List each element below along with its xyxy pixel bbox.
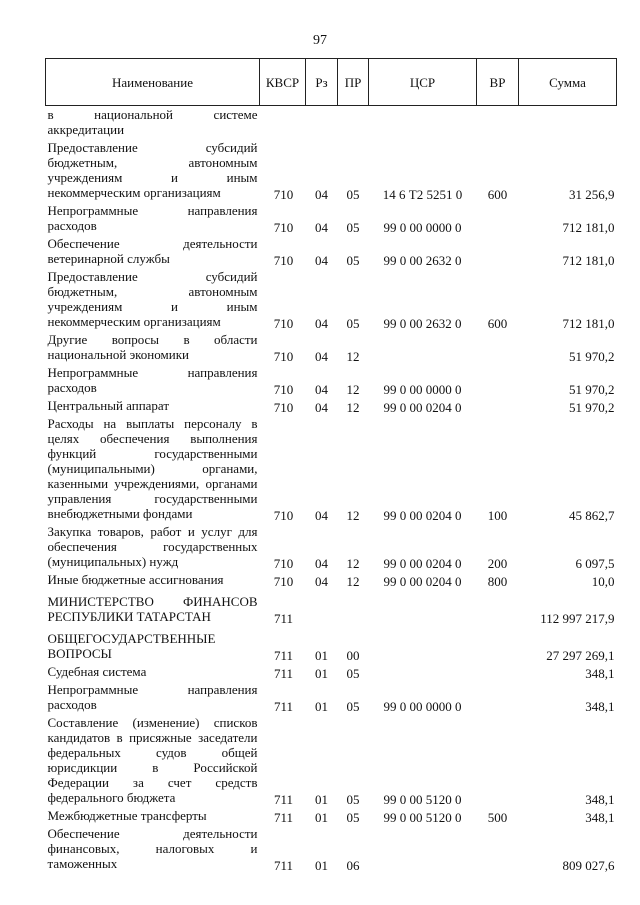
cell-name: Составление (изменение) списков кандидатов в присяжные заседатели федеральных судов общей юрисдикции в Российской Федерации за счет средств федерального бюджета	[47, 715, 258, 805]
cell-pr: 05	[346, 316, 360, 331]
table-row	[46, 331, 617, 364]
cell-name: Другие вопросы в области национальной экономики	[47, 332, 258, 362]
cell-pr: 12	[346, 556, 360, 571]
cell-csr: 99 0 00 2632 0	[383, 253, 462, 268]
cell-csr	[369, 331, 477, 364]
cell-name: Судебная система	[47, 664, 147, 679]
table-row	[46, 235, 617, 268]
cell-name: Обеспечение деятельности ветеринарной службы	[47, 236, 258, 266]
cell-csr	[369, 106, 477, 140]
cell-sum	[519, 106, 617, 140]
cell-pr	[338, 106, 369, 140]
cell-name: МИНИСТЕРСТВО ФИНАНСОВ РЕСПУБЛИКИ ТАТАРСТАН	[47, 594, 258, 624]
cell-sum: 45 862,7	[569, 508, 615, 523]
table-row	[46, 807, 617, 825]
cell-kvsr: 711	[273, 611, 294, 626]
cell-pr: 05	[346, 810, 360, 825]
cell-sum: 27 297 269,1	[546, 648, 615, 663]
cell-rz: 01	[315, 648, 328, 663]
table-row	[46, 415, 617, 523]
cell-rz: 04	[315, 574, 328, 589]
cell-rz: 04	[315, 220, 328, 235]
cell-vr	[477, 364, 519, 397]
cell-csr: 99 0 00 2632 0	[383, 316, 462, 331]
cell-pr: 05	[346, 792, 360, 807]
cell-sum: 51 970,2	[569, 349, 615, 364]
cell-vr: 600	[487, 316, 508, 331]
cell-pr: 05	[346, 666, 360, 681]
table-row	[46, 714, 617, 807]
cell-sum: 51 970,2	[569, 400, 615, 415]
header-rz: Рз	[306, 59, 338, 106]
cell-pr: 12	[346, 400, 360, 415]
cell-pr: 12	[346, 508, 360, 523]
cell-csr: 14 6 Т2 5251 0	[382, 187, 463, 202]
cell-name: Иные бюджетные ассигнования	[47, 572, 224, 587]
cell-sum: 112 997 217,9	[540, 611, 615, 626]
cell-csr	[369, 626, 477, 663]
cell-kvsr: 710	[273, 220, 294, 235]
table-row	[46, 589, 617, 626]
cell-pr: 05	[346, 187, 360, 202]
cell-sum: 712 181,0	[562, 253, 615, 268]
cell-csr: 99 0 00 0000 0	[383, 382, 462, 397]
header-name: Наименование	[46, 59, 260, 106]
table-row	[46, 681, 617, 714]
cell-csr	[369, 663, 477, 681]
header-vr: ВР	[477, 59, 519, 106]
cell-kvsr: 710	[273, 574, 294, 589]
cell-sum: 809 027,6	[562, 858, 615, 873]
cell-pr: 12	[346, 574, 360, 589]
cell-pr	[338, 589, 369, 626]
cell-rz: 04	[315, 400, 328, 415]
cell-sum: 712 181,0	[562, 220, 615, 235]
cell-sum: 6 097,5	[575, 556, 615, 571]
cell-rz: 01	[315, 666, 328, 681]
cell-kvsr: 710	[273, 508, 294, 523]
cell-name: Непрограммные направления расходов	[47, 365, 258, 395]
cell-rz: 04	[315, 508, 328, 523]
header-csr: ЦСР	[369, 59, 477, 106]
cell-pr: 05	[346, 253, 360, 268]
cell-name: Центральный аппарат	[47, 398, 170, 413]
cell-vr	[477, 825, 519, 873]
table-row	[46, 523, 617, 571]
page-number: 97	[313, 33, 327, 48]
header-kvsr: КВСР	[260, 59, 306, 106]
cell-name: Межбюджетные трансферты	[47, 808, 207, 823]
cell-kvsr: 710	[273, 556, 294, 571]
cell-vr	[477, 106, 519, 140]
cell-sum: 348,1	[585, 792, 615, 807]
cell-rz: 04	[315, 349, 328, 364]
cell-name: ОБЩЕГОСУДАРСТВЕННЫЕ ВОПРОСЫ	[47, 631, 216, 661]
cell-kvsr: 711	[273, 858, 294, 873]
cell-name: Обеспечение деятельности финансовых, налоговых и таможенных	[47, 826, 258, 871]
cell-kvsr: 710	[273, 382, 294, 397]
cell-csr: 99 0 00 0000 0	[383, 699, 462, 714]
cell-rz: 01	[315, 810, 328, 825]
cell-rz: 01	[315, 792, 328, 807]
cell-csr: 99 0 00 0204 0	[383, 400, 462, 415]
cell-csr	[369, 589, 477, 626]
table-row	[46, 663, 617, 681]
cell-pr: 12	[346, 382, 360, 397]
cell-vr	[477, 663, 519, 681]
cell-sum: 348,1	[585, 666, 615, 681]
cell-csr: 99 0 00 5120 0	[383, 810, 462, 825]
cell-csr: 99 0 00 0000 0	[383, 220, 462, 235]
cell-vr: 200	[487, 556, 508, 571]
cell-kvsr: 711	[273, 666, 294, 681]
cell-name: Предоставление субсидий бюджетным, автономным учреждениям и иным некоммерческим организациям	[47, 140, 258, 200]
cell-kvsr: 710	[273, 316, 294, 331]
cell-sum: 712 181,0	[562, 316, 615, 331]
cell-sum: 348,1	[585, 810, 615, 825]
cell-vr: 100	[487, 508, 508, 523]
cell-pr: 05	[346, 220, 360, 235]
cell-name: Закупка товаров, работ и услуг для обеспечения государственных (муниципальных) нужд	[47, 524, 258, 569]
cell-pr: 00	[346, 648, 360, 663]
cell-pr: 12	[346, 349, 360, 364]
table-row	[46, 626, 617, 663]
header-pr: ПР	[338, 59, 369, 106]
cell-name: Предоставление субсидий бюджетным, автономным учреждениям и иным некоммерческим организациям	[47, 269, 258, 329]
table-row	[46, 268, 617, 331]
cell-kvsr: 711	[273, 810, 294, 825]
table-row	[46, 364, 617, 397]
cell-kvsr: 710	[273, 253, 294, 268]
cell-sum: 51 970,2	[569, 382, 615, 397]
cell-csr: 99 0 00 0204 0	[383, 556, 462, 571]
cell-name: Расходы на выплаты персоналу в целях обеспечения выполнения функций государственными (муниципальными) органами, казенными учреждениями, органами управления государственными внебюджетными фондами	[47, 416, 258, 521]
cell-kvsr: 710	[273, 187, 294, 202]
cell-rz	[306, 106, 338, 140]
cell-csr: 99 0 00 0204 0	[383, 508, 462, 523]
table-row	[46, 397, 617, 415]
cell-vr: 500	[487, 810, 508, 825]
cell-pr: 05	[346, 699, 360, 714]
cell-rz: 04	[315, 556, 328, 571]
cell-sum: 348,1	[585, 699, 615, 714]
cell-rz: 04	[315, 382, 328, 397]
cell-rz: 01	[315, 699, 328, 714]
cell-kvsr: 710	[273, 349, 294, 364]
cell-csr	[369, 825, 477, 873]
cell-vr	[477, 589, 519, 626]
cell-vr	[477, 331, 519, 364]
cell-name: в национальной системе аккредитации	[47, 107, 258, 137]
cell-kvsr: 710	[273, 400, 294, 415]
cell-vr	[477, 626, 519, 663]
table-row	[46, 106, 617, 140]
table-row	[46, 825, 617, 873]
header-sum: Сумма	[519, 59, 617, 106]
cell-csr: 99 0 00 5120 0	[383, 792, 462, 807]
cell-kvsr: 711	[273, 792, 294, 807]
cell-sum: 10,0	[591, 574, 615, 589]
cell-rz: 04	[315, 187, 328, 202]
cell-vr	[477, 235, 519, 268]
table-row	[46, 202, 617, 235]
cell-vr: 800	[487, 574, 508, 589]
cell-rz	[306, 589, 338, 626]
cell-rz: 01	[315, 858, 328, 873]
table-header-row	[46, 59, 617, 106]
cell-rz: 04	[315, 253, 328, 268]
budget-table	[45, 58, 617, 873]
cell-kvsr: 711	[273, 699, 294, 714]
table-row	[46, 571, 617, 589]
cell-csr: 99 0 00 0204 0	[383, 574, 462, 589]
cell-pr: 06	[346, 858, 360, 873]
cell-vr	[477, 202, 519, 235]
cell-vr	[477, 681, 519, 714]
cell-vr: 600	[487, 187, 508, 202]
cell-name: Непрограммные направления расходов	[47, 203, 258, 233]
cell-name: Непрограммные направления расходов	[47, 682, 258, 712]
cell-kvsr: 711	[273, 648, 294, 663]
cell-vr	[477, 714, 519, 807]
table-row	[46, 139, 617, 202]
cell-sum: 31 256,9	[569, 187, 615, 202]
cell-vr	[477, 397, 519, 415]
cell-rz: 04	[315, 316, 328, 331]
cell-kvsr	[260, 106, 306, 140]
